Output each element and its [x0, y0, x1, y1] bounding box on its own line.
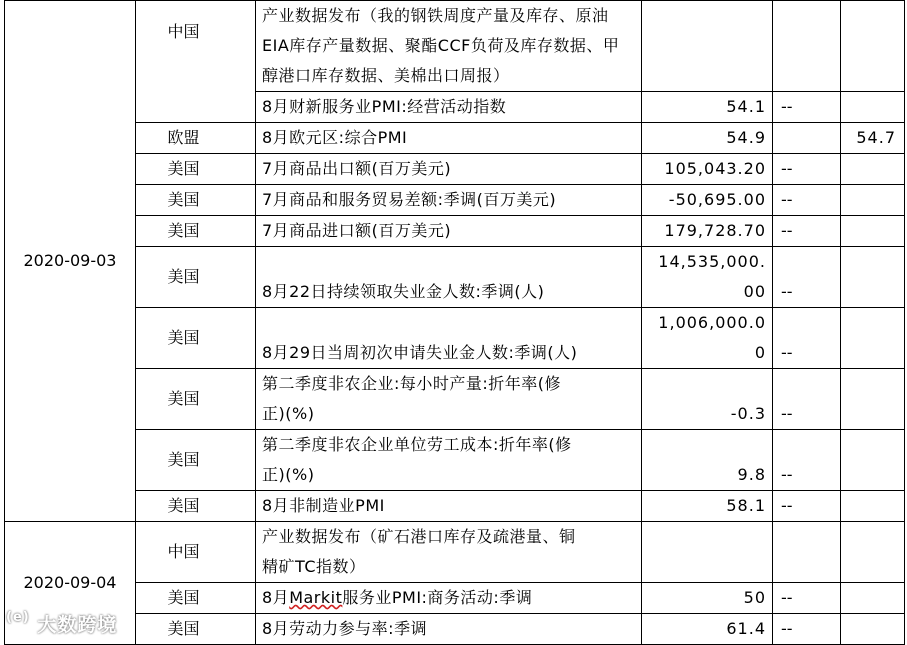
table-row: [5, 154, 905, 185]
table-row: [5, 583, 905, 614]
indicator-cell: 产业数据发布（矿石港口库存及疏港量、铜 精矿TC指数）: [256, 522, 642, 583]
indicator-cell: 8月欧元区:综合PMI: [256, 123, 642, 154]
country-cell: 美国: [136, 154, 256, 185]
indicator-cell: 8月29日当周初次申请失业金人数:季调(人): [256, 308, 642, 369]
previous-cell: --: [773, 247, 841, 308]
previous-cell: --: [773, 491, 841, 522]
previous-cell: --: [773, 430, 841, 491]
value-cell: 1,006,000.0 0: [642, 308, 773, 369]
value-cell: 105,043.20: [642, 154, 773, 185]
table-row: [5, 123, 905, 154]
table-row: [5, 369, 905, 430]
indicator-cell: 第二季度非农企业单位劳工成本:折年率(修 正)(%): [256, 430, 642, 491]
indicator-cell: 8月劳动力参与率:季调: [256, 614, 642, 645]
country-cell: 欧盟: [136, 123, 256, 154]
forecast-cell: [841, 247, 905, 308]
value-cell: 50: [642, 583, 773, 614]
value-cell: [642, 1, 773, 92]
previous-cell: --: [773, 308, 841, 369]
country-cell: 美国: [136, 430, 256, 491]
forecast-cell: [841, 308, 905, 369]
country-cell: 美国: [136, 308, 256, 369]
previous-cell: [773, 522, 841, 583]
table-row: [5, 185, 905, 216]
value-cell: 54.1: [642, 92, 773, 123]
indicator-cell: 8月非制造业PMI: [256, 491, 642, 522]
value-cell: -0.3: [642, 369, 773, 430]
value-cell: 179,728.70: [642, 216, 773, 247]
table-row: [5, 491, 905, 522]
country-cell: 美国: [136, 614, 256, 645]
indicator-cell: 7月商品和服务贸易差额:季调(百万美元): [256, 185, 642, 216]
value-cell: 14,535,000. 00: [642, 247, 773, 308]
country-cell: 美国: [136, 369, 256, 430]
forecast-cell: 54.7: [841, 123, 905, 154]
forecast-cell: [841, 583, 905, 614]
forecast-cell: [841, 216, 905, 247]
value-cell: -50,695.00: [642, 185, 773, 216]
previous-cell: --: [773, 185, 841, 216]
forecast-cell: [841, 1, 905, 92]
forecast-cell: [841, 614, 905, 645]
value-cell: 54.9: [642, 123, 773, 154]
date-cell: 2020-09-04: [5, 522, 136, 645]
forecast-cell: [841, 185, 905, 216]
previous-cell: --: [773, 583, 841, 614]
table-row: [5, 614, 905, 645]
country-cell: 美国: [136, 583, 256, 614]
forecast-cell: [841, 154, 905, 185]
previous-cell: [773, 123, 841, 154]
date-cell: 2020-09-03: [5, 1, 136, 522]
table-row: [5, 1, 905, 92]
forecast-cell: [841, 369, 905, 430]
indicator-cell: 7月商品出口额(百万美元): [256, 154, 642, 185]
watermark: [6, 610, 117, 637]
country-cell: 美国: [136, 247, 256, 308]
indicator-cell: 8月Markit服务业PMI:商务活动:季调: [256, 583, 642, 614]
previous-cell: --: [773, 92, 841, 123]
forecast-cell: [841, 430, 905, 491]
previous-cell: [773, 1, 841, 92]
indicator-cell: 7月商品进口额(百万美元): [256, 216, 642, 247]
country-cell: 美国: [136, 491, 256, 522]
watermark-logo-icon: (e): [6, 610, 30, 625]
watermark-text: 大数跨境: [37, 614, 118, 636]
value-cell: 9.8: [642, 430, 773, 491]
country-cell: 美国: [136, 216, 256, 247]
country-cell: 中国: [136, 1, 256, 123]
economic-calendar-table: [4, 0, 905, 645]
indicator-cell: 8月财新服务业PMI:经营活动指数: [256, 92, 642, 123]
forecast-cell: [841, 92, 905, 123]
forecast-cell: [841, 522, 905, 583]
table-row: [5, 216, 905, 247]
country-cell: 美国: [136, 185, 256, 216]
previous-cell: --: [773, 216, 841, 247]
forecast-cell: [841, 491, 905, 522]
indicator-cell: 产业数据发布（我的钢铁周度产量及库存、原油EIA库存产量数据、聚酯CCF负荷及库存数据、甲醇港口库存数据、美棉出口周报）: [256, 1, 642, 92]
table-row: [5, 308, 905, 369]
country-cell: 中国: [136, 522, 256, 583]
table-row: [5, 430, 905, 491]
previous-cell: --: [773, 154, 841, 185]
previous-cell: --: [773, 614, 841, 645]
indicator-cell: 第二季度非农企业:每小时产量:折年率(修 正)(%): [256, 369, 642, 430]
value-cell: 61.4: [642, 614, 773, 645]
table-row: [5, 522, 905, 583]
indicator-cell: 8月22日持续领取失业金人数:季调(人): [256, 247, 642, 308]
value-cell: 58.1: [642, 491, 773, 522]
table-row: [5, 247, 905, 308]
previous-cell: --: [773, 369, 841, 430]
value-cell: [642, 522, 773, 583]
